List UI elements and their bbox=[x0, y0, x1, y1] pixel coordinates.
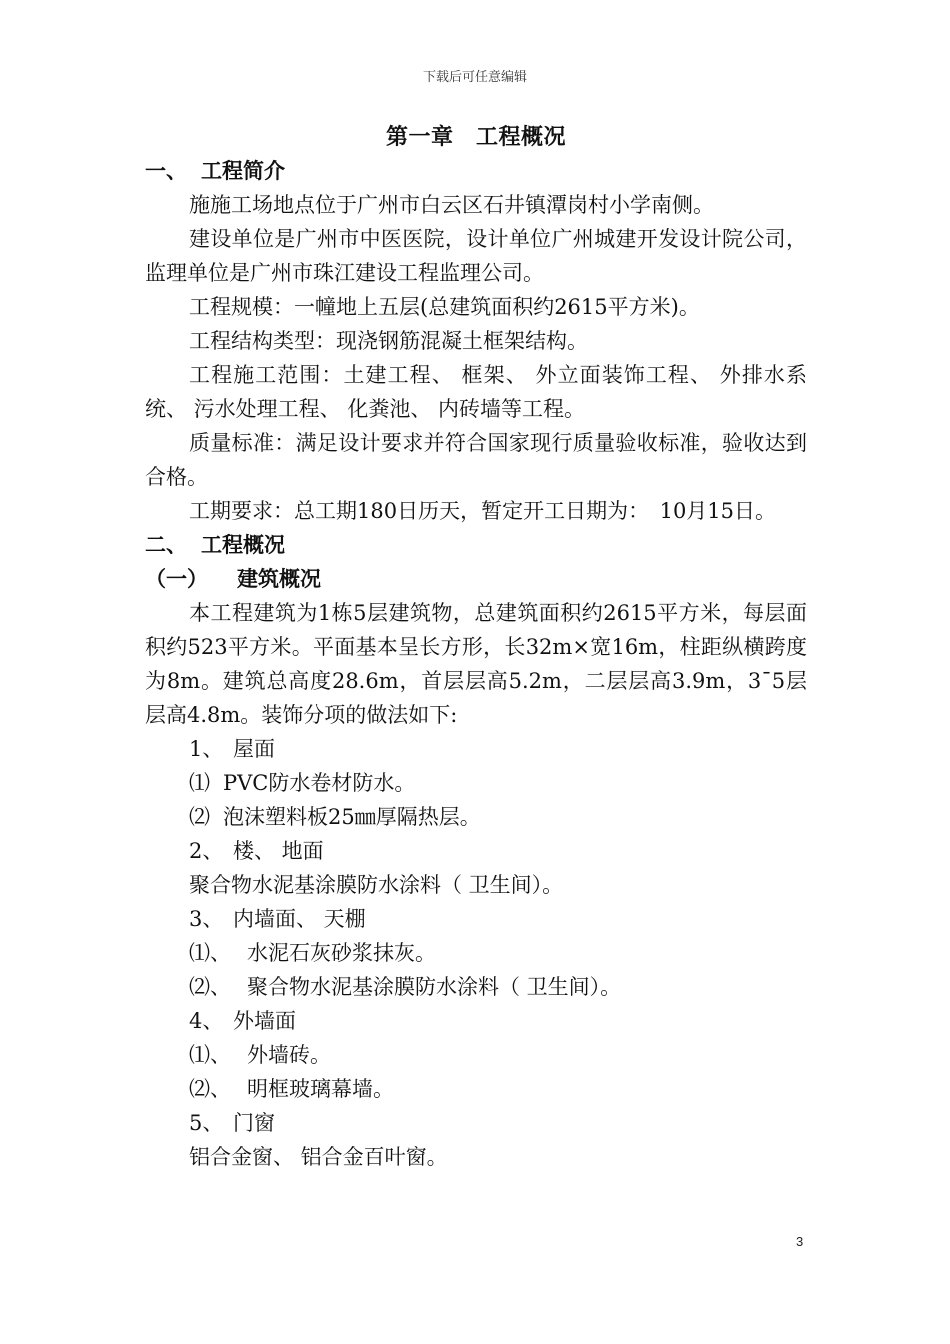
section-title: 工程简介 bbox=[201, 158, 285, 183]
list-item bbox=[145, 1072, 807, 1106]
list-item bbox=[145, 1004, 807, 1038]
list-item bbox=[145, 834, 807, 868]
section-heading-2 bbox=[145, 528, 807, 562]
list-item bbox=[145, 800, 807, 834]
item-text: 屋面 bbox=[233, 737, 275, 761]
item-text: 铝合金窗、 铝合金百叶窗。 bbox=[189, 1145, 448, 1169]
section-title: 工程概况 bbox=[201, 532, 285, 557]
item-number: 4、 bbox=[189, 1009, 224, 1033]
item-number: ⑵、 bbox=[189, 975, 231, 999]
page-number: 3 bbox=[796, 1234, 804, 1249]
paragraph: 工期要求：总工期180日历天，暂定开工日期为： 10月15日。 bbox=[189, 499, 777, 523]
document-body bbox=[145, 120, 807, 1174]
item-number: ⑴、 bbox=[189, 941, 231, 965]
section-number: 二、 bbox=[145, 532, 187, 557]
list-item bbox=[145, 1038, 807, 1072]
item-number: ⑴、 bbox=[189, 1043, 231, 1067]
chapter-title: 第一章 工程概况 bbox=[385, 124, 566, 150]
item-text: 水泥石灰砂浆抹灰。 bbox=[247, 941, 436, 965]
paragraph: 施施工场地点位于广州市白云区石井镇潭岗村小学南侧。 bbox=[189, 193, 714, 217]
section-heading-1 bbox=[145, 154, 807, 188]
page-header: 下载后可任意编辑 bbox=[422, 70, 527, 85]
list-item bbox=[145, 868, 807, 902]
paragraph: 工程规模：一幢地上五层(总建筑面积约2615平方米)。 bbox=[189, 295, 700, 319]
list-item bbox=[145, 766, 807, 800]
item-text: 聚合物水泥基涂膜防水涂料（ 卫生间）。 bbox=[247, 975, 622, 999]
item-number: ⑵ bbox=[189, 805, 210, 829]
subsection-title: 建筑概况 bbox=[237, 566, 321, 591]
item-text: 泡沫塑料板25㎜厚隔热层。 bbox=[223, 805, 481, 829]
paragraph: 工程施工范围：土建工程、 框架、 外立面装饰工程、 外排水系统、 污水处理工程、 化粪池、 内砖墙等工程。 bbox=[145, 363, 807, 421]
list-item bbox=[145, 732, 807, 766]
list-item bbox=[145, 1140, 807, 1174]
item-number: 3、 bbox=[189, 907, 224, 931]
section-number: 一、 bbox=[145, 158, 187, 183]
paragraph: 质量标准：满足设计要求并符合国家现行质量验收标准，验收达到合格。 bbox=[145, 431, 807, 489]
item-text: 明框玻璃幕墙。 bbox=[247, 1077, 394, 1101]
item-number: ⑵、 bbox=[189, 1077, 231, 1101]
item-text: 聚合物水泥基涂膜防水涂料（ 卫生间）。 bbox=[189, 873, 564, 897]
item-number: 2、 bbox=[189, 839, 224, 863]
list-item bbox=[145, 902, 807, 936]
item-list bbox=[145, 732, 807, 1174]
item-text: 外墙面 bbox=[233, 1009, 296, 1033]
list-item bbox=[145, 1106, 807, 1140]
subsection-number: （一） bbox=[145, 566, 208, 591]
paragraph: 建设单位是广州市中医医院，设计单位广州城建开发设计院公司，监理单位是广州市珠江建设工程监理公司。 bbox=[145, 227, 807, 285]
item-text: 外墙砖。 bbox=[247, 1043, 331, 1067]
list-item bbox=[145, 936, 807, 970]
item-text: 门窗 bbox=[233, 1111, 275, 1135]
paragraph: 本工程建筑为1栋5层建筑物，总建筑面积约2615平方米，每层面积约523平方米。平面基本呈长方形，长32m×宽16m，柱距纵横跨度为8m。建筑总高度28.6m，首层层高5.2m，二层层高3.9m，3¯5层层高4.8m。装饰分项的做法如下: bbox=[145, 601, 807, 727]
subsection-heading bbox=[145, 562, 807, 596]
item-text: 内墙面、 天棚 bbox=[233, 907, 366, 931]
item-number: ⑴ bbox=[189, 771, 210, 795]
item-text: 楼、 地面 bbox=[233, 839, 324, 863]
item-number: 5、 bbox=[189, 1111, 224, 1135]
paragraph: 工程结构类型：现浇钢筋混凝土框架结构。 bbox=[189, 329, 588, 353]
item-text: PVC防水卷材防水。 bbox=[223, 771, 416, 795]
item-number: 1、 bbox=[189, 737, 224, 761]
list-item bbox=[145, 970, 807, 1004]
